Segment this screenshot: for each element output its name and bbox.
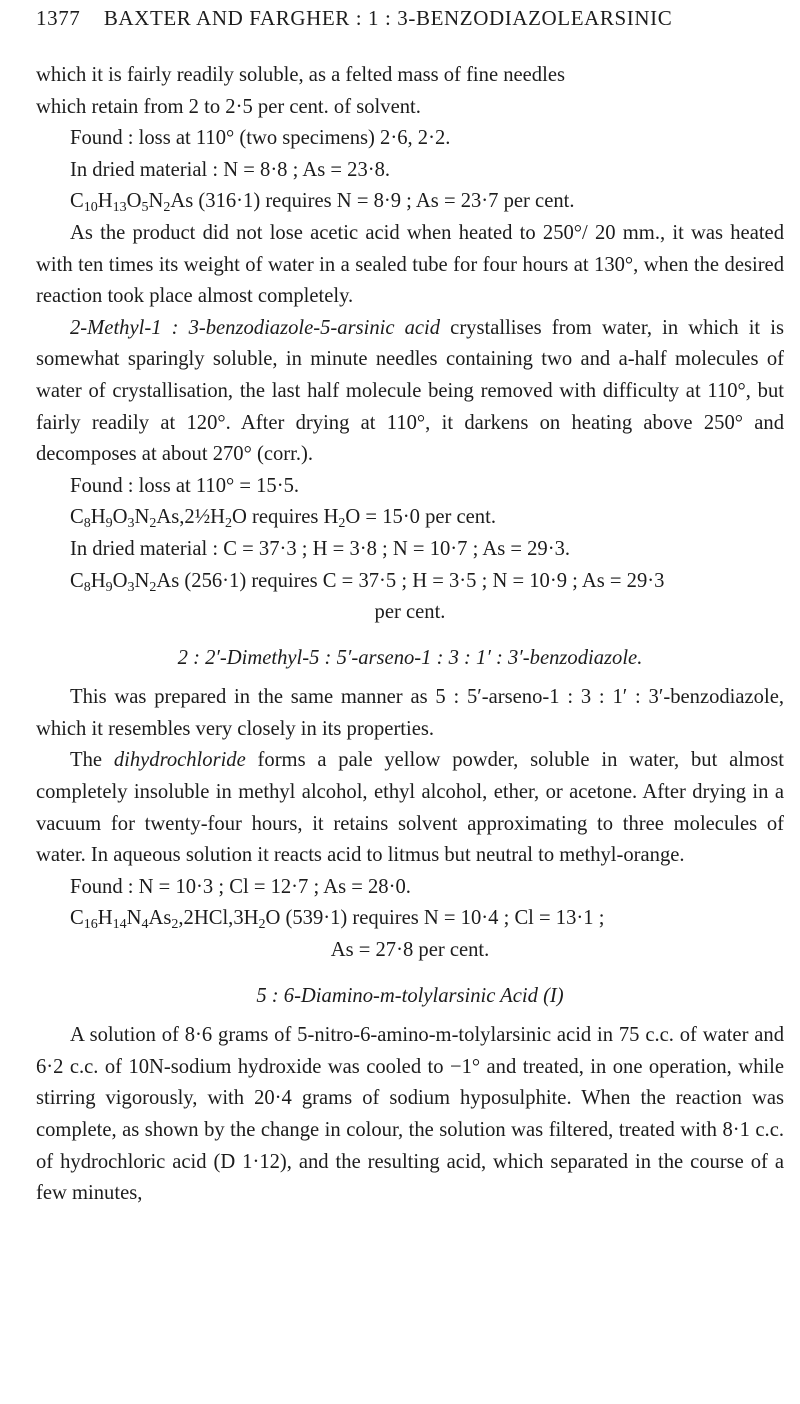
section-title	[36, 643, 784, 675]
per-cent-line: per cent.	[374, 601, 446, 624]
section-title-text: 2 : 2′-Dimethyl-5 : 5′-arseno-1 : 3 : 1′ : 3′-benzodiazole.	[177, 646, 643, 669]
requires-text: (316·1) requires N = 8·9 ; As = 23·7 per cent.	[193, 190, 575, 213]
compound-name: dihydrochloride	[113, 749, 246, 772]
paragraph: This was prepared in the same manner as 5 : 5′-arseno-1 : 3 : 1′ : 3′-benzodiazole, which it resembles very closely in its properties.	[36, 686, 784, 740]
running-title: BAXTER AND FARGHER : 1 : 3-BENZODIAZOLEARSINIC	[103, 6, 673, 30]
text-line: which retain from 2 to 2·5 per cent. of solvent.	[36, 95, 421, 118]
requires-text: requires $H_2O = 15\cdot 0$ per cent.	[246, 506, 496, 532]
analysis-requires	[36, 502, 784, 534]
analysis-dried: In dried material : N = 8·8 ; As = 23·8.	[70, 158, 391, 181]
article-body	[36, 60, 784, 1210]
compound-name: 2-Methyl-1 : 3-benzodiazole-5-arsinic acid	[70, 316, 441, 339]
formula: $C_8H_9O_3N_2As$	[70, 569, 180, 595]
paragraph-text: The	[70, 749, 114, 772]
analysis-found: Found : N = 10·3 ; Cl = 12·7 ; As = 28·0.	[70, 875, 411, 898]
analysis-requires-cont: As = 27·8 per cent.	[330, 939, 490, 962]
analysis-found: Found : loss at 110° (two specimens) 2·6, 2·2.	[70, 127, 451, 150]
formula: $C_8H_9O_3N_2As,2\frac{1}{2}H_2O$	[70, 506, 247, 532]
analysis-found: Found : loss at 110° = 15·5.	[70, 474, 300, 497]
paragraph-text: crystallises from water, in which it is somewhat sparingly soluble, in minute needles containing two and a-half molecules of water of crystallisation, the last half molecule being removed with difficulty at 110°, but fairly readily at 120°. After drying at 110°, it darkens on heating above 250° and decomposes at about 270° (corr.).	[36, 316, 784, 466]
analysis-dried: In dried material : C = 37·3 ; H = 3·8 ; N = 10·7 ; As = 29·3.	[70, 537, 571, 560]
paragraph: A solution of 8·6 grams of 5-nitro-6-amino-m-tolylarsinic acid in 75 c.c. of water and 6·2 c.c. of 10N-sodium hydroxide was cooled to −1° and treated, in one operation, while stirring vigorously, with 20·4 grams of sodium hyposulphite. When the reaction was complete, as shown by the change in colour, the solution was filtered, treated with 8·1 c.c. of hydrochloric acid (D 1·12), and the resulting acid, which separated in the course of a few minutes,	[36, 1024, 784, 1205]
section-title	[36, 981, 784, 1013]
page-number: 1377	[36, 6, 81, 30]
paragraph	[36, 745, 784, 871]
paragraph-text: forms a pale yellow powder, soluble in water, but almost completely insoluble in methyl alcohol, ethyl alcohol, ether, or acetone. After drying in a vacuum for twenty-four hours, it retains solvent approximating to three molecules of water. In aqueous solution it reacts acid to litmus but neutral to methyl-orange.	[36, 749, 784, 867]
paragraph	[36, 313, 784, 471]
analysis-requires	[36, 186, 784, 218]
analysis-requires	[36, 903, 784, 935]
requires-text: (256·1) requires C = 37·5 ; H = 3·5 ; N = 10·9 ; As = 29·3	[179, 569, 665, 592]
analysis-requires	[36, 566, 784, 598]
requires-text: (539·1) requires N = 10·4 ; Cl = 13·1 ;	[280, 907, 605, 930]
paragraph: As the product did not lose acetic acid when heated to 250°/ 20 mm., it was heated with ten times its weight of water in a sealed tube for four hours at 130°, when the desired reaction took place almost completely.	[36, 221, 784, 308]
formula: $C_{16}H_{14}N_4As_2,2HCl,3H_2O$	[70, 907, 281, 933]
formula: $C_{10}H_{13}O_5N_2As$	[70, 190, 194, 216]
text-line: which it is fairly readily soluble, as a felted mass of fine needles	[36, 64, 565, 86]
running-header	[36, 6, 776, 31]
section-title-text: 5 : 6-Diamino-m-tolylarsinic Acid (I)	[256, 984, 564, 1007]
